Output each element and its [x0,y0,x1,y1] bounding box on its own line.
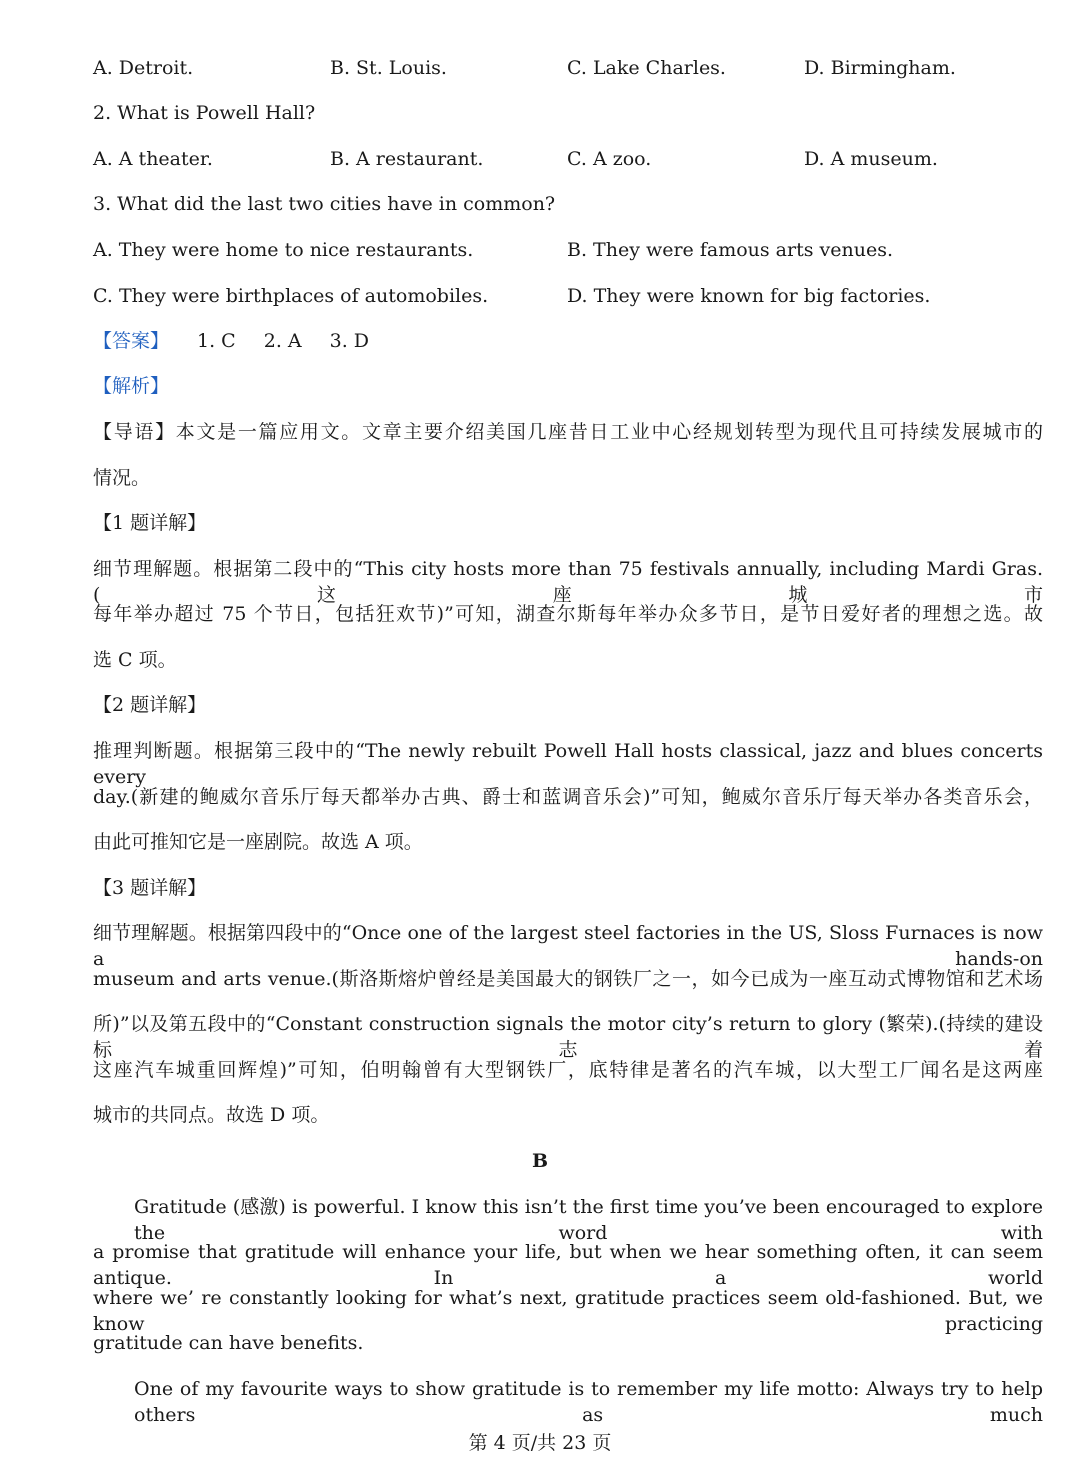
intro-text-1: 本文是一篇应用文。文章主要介绍美国几座昔日工业中心经规划转型为现代且可持续发展城市的 [175,421,1043,443]
q1-option-a: A. Detroit. [93,57,194,79]
detail-1-line-2: 每年举办超过 75 个节日，包括狂欢节)”可知，湖查尔斯每年举办众多节日，是节日爱好者的理想之选。故 [93,603,1043,625]
q1-option-b: B. St. Louis. [330,57,447,79]
q2-question: 2. What is Powell Hall? [93,102,316,124]
page-footer: 第 4 页/共 23 页 [468,1432,612,1454]
detail-2-line-2: day.(新建的鲍威尔音乐厅每天都举办古典、爵士和蓝调音乐会)”可知，鲍威尔音乐厅每天举办各类音乐会， [93,786,1043,808]
detail-3-line-3: 所)”以及第五段中的“Constant construction signals the motor city’s return to glory (繁荣).(持续的建设标志着 [93,1013,1043,1061]
q2-option-a: A. A theater. [93,148,213,170]
q3-option-d: D. They were known for big factories. [567,285,931,307]
section-b-p1-line-1: Gratitude (感激) is powerful. I know this isn’t the first time you’ve been encouraged to explore the word with [134,1196,1043,1244]
q2-option-b: B. A restaurant. [330,148,484,170]
detail-1-line-3: 选 C 项。 [93,649,177,671]
analysis-label: 【解析】 [93,375,170,397]
intro-label: 【导语】 [93,421,176,443]
q2-option-d: D. A museum. [804,148,938,170]
q1-option-c: C. Lake Charles. [567,57,726,79]
answer-item-1: 1. C [197,330,236,352]
detail-3-line-4: 这座汽车城重回辉煌)”可知，伯明翰曾有大型钢铁厂，底特律是著名的汽车城，以大型工厂闻名是这两座 [93,1059,1043,1081]
section-b-p2-line-1: One of my favourite ways to show gratitude is to remember my life motto: Always try to help others as much [134,1378,1043,1426]
answer-item-2: 2. A [263,330,302,352]
q1-option-d: D. Birmingham. [804,57,956,79]
detail-3-line-5: 城市的共同点。故选 D 项。 [93,1104,330,1126]
detail-1-line-1: 细节理解题。根据第二段中的“This city hosts more than 75 festivals annually, including Mardi Gras.(这座城市 [93,558,1043,606]
detail-2-line-1: 推理判断题。根据第三段中的“The newly rebuilt Powell Hall hosts classical, jazz and blues concerts every [93,740,1043,788]
detail-1-title: 【1 题详解】 [93,512,207,534]
detail-3-line-1: 细节理解题。根据第四段中的“Once one of the largest steel factories in the US, Sloss Furnaces is now a hands-on [93,922,1043,970]
section-heading: B [531,1150,549,1172]
q3-option-a: A. They were home to nice restaurants. [93,239,474,261]
q2-option-c: C. A zoo. [567,148,652,170]
answer-item-3: 3. D [329,330,370,352]
section-b-p1-line-3: where we’ re constantly looking for what’s next, gratitude practices seem old-fashioned. But, we know practicing [93,1287,1043,1335]
section-b-p1-line-2: a promise that gratitude will enhance your life, but when we hear something often, it can seem antique. In a world [93,1241,1043,1289]
section-b-p1-line-4: gratitude can have benefits. [93,1332,364,1354]
answer-label: 【答案】 [93,330,170,352]
intro-line-1 [93,419,1043,445]
intro-line-2: 情况。 [93,467,151,489]
q3-question: 3. What did the last two cities have in common? [93,193,556,215]
detail-3-line-2: museum and arts venue.(斯洛斯熔炉曾经是美国最大的钢铁厂之一，如今已成为一座互动式博物馆和艺术场 [93,968,1043,990]
detail-2-line-3: 由此可推知它是一座剧院。故选 A 项。 [93,831,423,853]
answer-line [93,328,369,354]
detail-3-title: 【3 题详解】 [93,877,207,899]
q3-option-c: C. They were birthplaces of automobiles. [93,285,489,307]
q3-option-b: B. They were famous arts venues. [567,239,894,261]
detail-2-title: 【2 题详解】 [93,694,207,716]
